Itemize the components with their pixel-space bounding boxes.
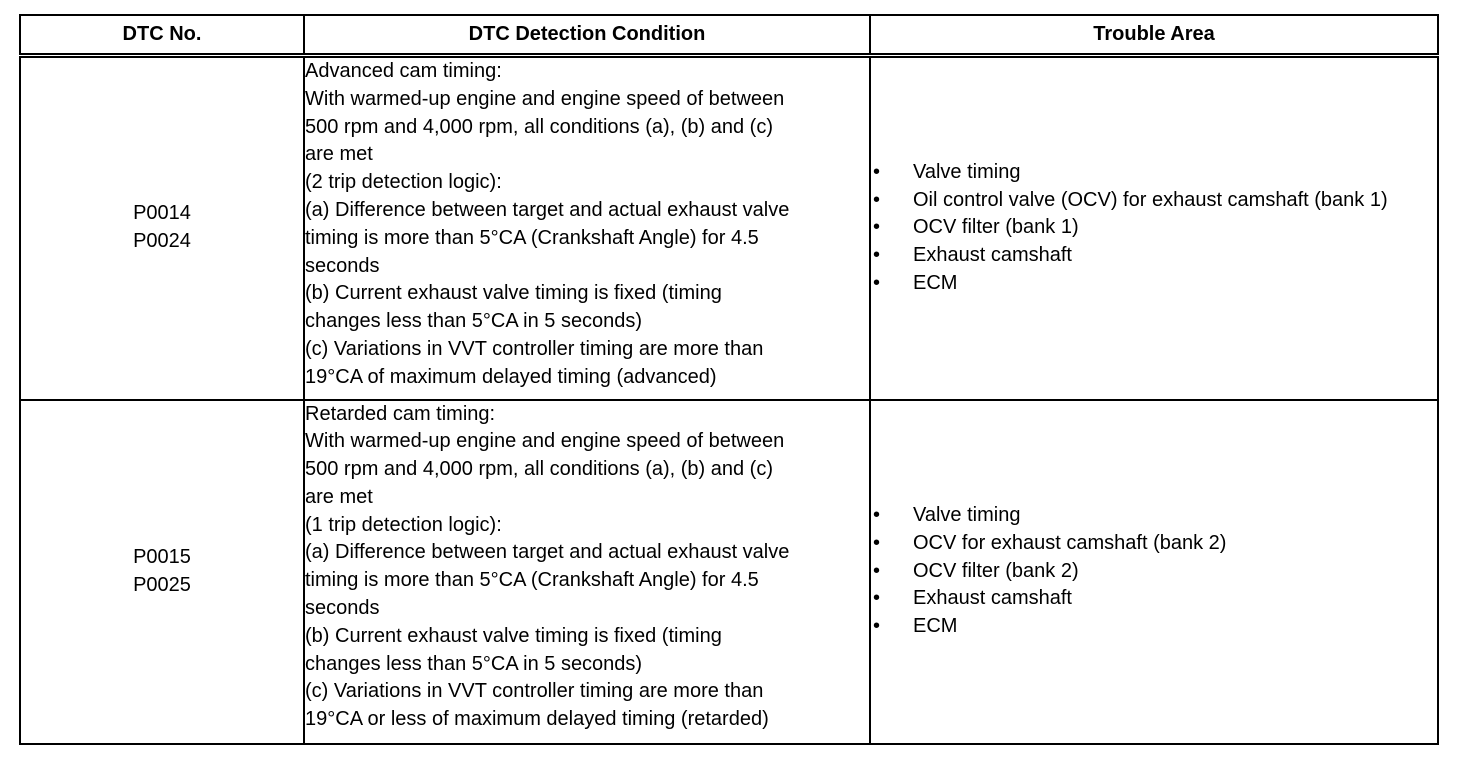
header-detection-condition: DTC Detection Condition	[304, 15, 870, 56]
list-item: • ECM	[871, 270, 1437, 298]
bullet-icon: •	[873, 559, 881, 582]
condition-line: are met	[305, 485, 373, 508]
list-item: • OCV filter (bank 1)	[871, 214, 1437, 242]
condition-line: (a) Difference between target and actual exhaust valve	[305, 198, 790, 221]
table-row	[20, 56, 1438, 400]
header-trouble-area: Trouble Area	[870, 15, 1438, 56]
trouble-area-list	[871, 159, 1437, 298]
dtc-code-cell	[20, 400, 304, 744]
trouble-area-cell	[870, 400, 1438, 744]
condition-line: 500 rpm and 4,000 rpm, all conditions (a), (b) and (c)	[305, 458, 773, 481]
trouble-area-cell	[870, 56, 1438, 400]
condition-line: (a) Difference between target and actual exhaust valve	[305, 541, 790, 564]
detection-condition-cell	[304, 400, 870, 744]
condition-line: 19°CA or less of maximum delayed timing (retarded)	[305, 708, 769, 731]
list-item: • Exhaust camshaft	[871, 585, 1437, 613]
condition-line: changes less than 5°CA in 5 seconds)	[305, 310, 643, 333]
list-item: • Valve timing	[871, 159, 1437, 187]
header-row	[20, 15, 1438, 56]
condition-line: (2 trip detection logic):	[305, 171, 502, 194]
dtc-code: P0015	[133, 545, 191, 568]
list-item: • Valve timing	[871, 502, 1437, 530]
condition-line: timing is more than 5°CA (Crankshaft Angle) for 4.5	[305, 569, 759, 592]
table-row	[20, 400, 1438, 744]
list-item: • Oil control valve (OCV) for exhaust camshaft (bank 1)	[871, 187, 1437, 215]
bullet-icon: •	[873, 271, 881, 294]
dtc-code: P0024	[133, 230, 191, 253]
condition-line: (c) Variations in VVT controller timing are more than	[305, 680, 764, 703]
trouble-area-list	[871, 502, 1437, 641]
condition-line: 500 rpm and 4,000 rpm, all conditions (a), (b) and (c)	[305, 115, 773, 138]
condition-line: Advanced cam timing:	[305, 60, 502, 82]
condition-line: With warmed-up engine and engine speed of between	[305, 430, 785, 453]
bullet-icon: •	[873, 587, 881, 610]
dtc-table	[19, 14, 1439, 745]
condition-line: Retarded cam timing:	[305, 402, 496, 425]
condition-line: (b) Current exhaust valve timing is fixed (timing	[305, 624, 722, 647]
bullet-icon: •	[873, 216, 881, 239]
header-dtc-no: DTC No.	[20, 15, 304, 56]
dtc-code: P0014	[133, 202, 191, 225]
dtc-code-cell	[20, 56, 304, 400]
condition-line: seconds	[305, 597, 380, 620]
bullet-icon: •	[873, 160, 881, 183]
list-item: • OCV filter (bank 2)	[871, 558, 1437, 586]
detection-condition-cell	[304, 56, 870, 400]
condition-line: With warmed-up engine and engine speed of between	[305, 87, 785, 110]
condition-line: are met	[305, 143, 373, 166]
condition-line: seconds	[305, 254, 380, 277]
bullet-icon: •	[873, 188, 881, 211]
list-item: • OCV for exhaust camshaft (bank 2)	[871, 530, 1437, 558]
list-item: • ECM	[871, 613, 1437, 641]
bullet-icon: •	[873, 531, 881, 554]
bullet-icon: •	[873, 615, 881, 638]
condition-line: (1 trip detection logic):	[305, 513, 502, 536]
condition-line: timing is more than 5°CA (Crankshaft Angle) for 4.5	[305, 226, 759, 249]
bullet-icon: •	[873, 244, 881, 267]
list-item: • Exhaust camshaft	[871, 242, 1437, 270]
dtc-code: P0025	[133, 573, 191, 596]
bullet-icon: •	[873, 504, 881, 526]
condition-line: (c) Variations in VVT controller timing are more than	[305, 337, 764, 360]
condition-line: (b) Current exhaust valve timing is fixed (timing	[305, 282, 722, 305]
condition-line: changes less than 5°CA in 5 seconds)	[305, 652, 643, 675]
condition-line: 19°CA of maximum delayed timing (advanced)	[305, 365, 717, 388]
